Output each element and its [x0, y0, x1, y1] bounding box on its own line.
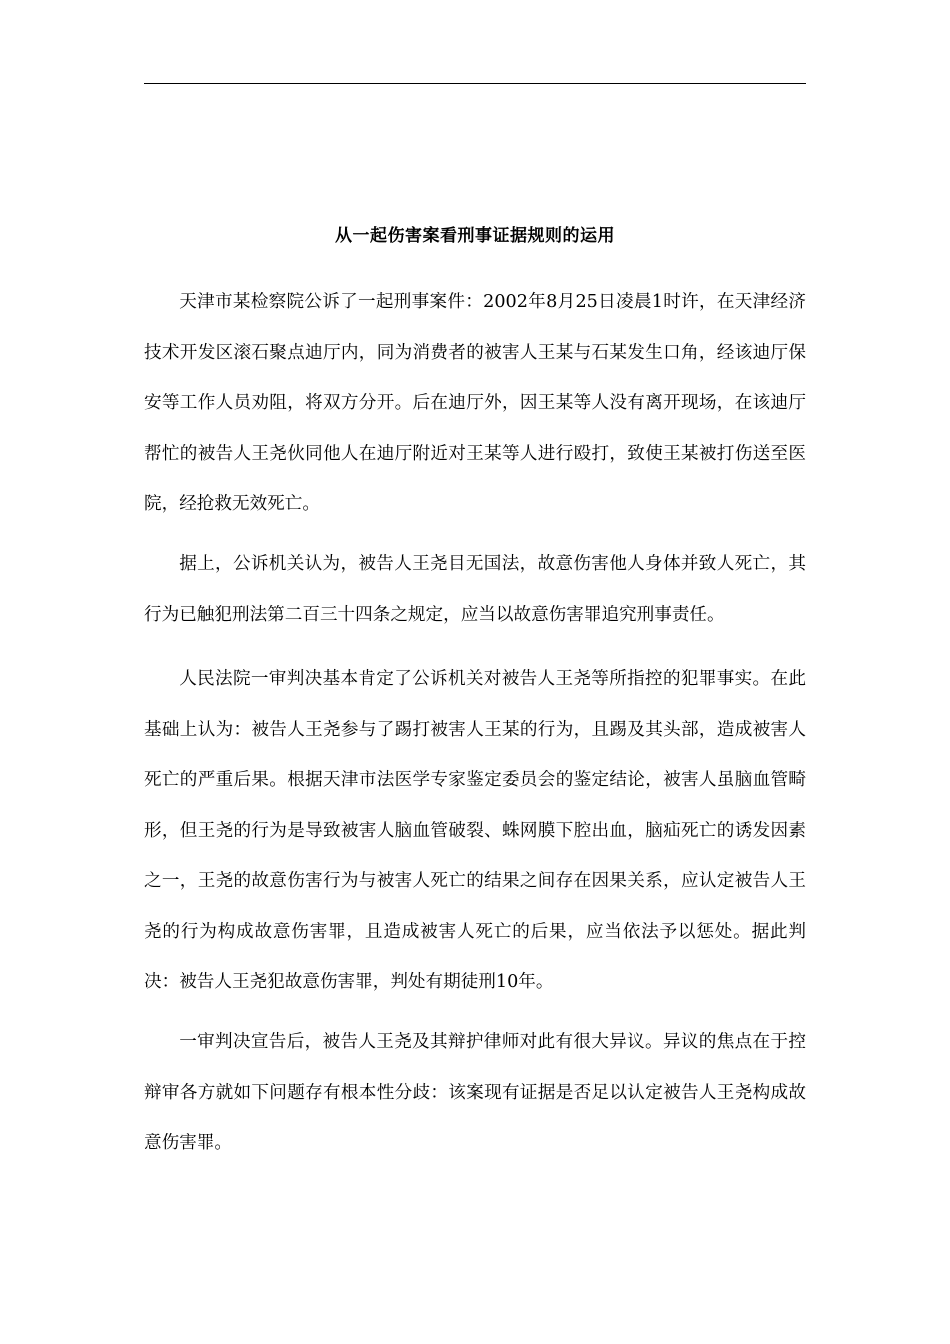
body-paragraph-1: 天津市某检察院公诉了一起刑事案件：2002年8月25日凌晨1时许，在天津经济技术开发区滚石聚点迪厅内，同为消费者的被害人王某与石某发生口角，经该迪厅保安等工作人员劝阻，将双方分开。后在迪厅外，因王某等人没有离开现场，在该迪厅帮忙的被告人王尧伙同他人在迪厅附近对王某等人进行殴打，致使王某被打伤送至医院，经抢救无效死亡。 [144, 292, 806, 514]
body-paragraph-3: 人民法院一审判决基本肯定了公诉机关对被告人王尧等所指控的犯罪事实。在此基础上认为：被告人王尧参与了踢打被害人王某的行为，且踢及其头部，造成被害人死亡的严重后果。根据天津市法医学专家鉴定委员会的鉴定结论，被害人虽脑血管畸形，但王尧的行为是导致被害人脑血管破裂、蛛网膜下腔出血，脑疝死亡的诱发因素之一，王尧的故意伤害行为与被害人死亡的结果之间存在因果关系，应认定被告人王尧的行为构成故意伤害罪，且造成被害人死亡的后果，应当依法予以惩处。据此判决：被告人王尧犯故意伤害罪，判处有期徒刑10年。 [144, 669, 806, 992]
document-title: 从一起伤害案看刑事证据规则的运用 [335, 226, 615, 246]
body-paragraph-4: 一审判决宣告后，被告人王尧及其辩护律师对此有很大异议。异议的焦点在于控辩审各方就如下问题存有根本性分歧：该案现有证据是否足以认定被告人王尧构成故意伤害罪。 [144, 1032, 806, 1153]
header-rule [144, 83, 806, 84]
body-paragraph-2: 据上，公诉机关认为，被告人王尧目无国法，故意伤害他人身体并致人死亡，其行为已触犯刑法第二百三十四条之规定，应当以故意伤害罪追究刑事责任。 [144, 554, 806, 625]
